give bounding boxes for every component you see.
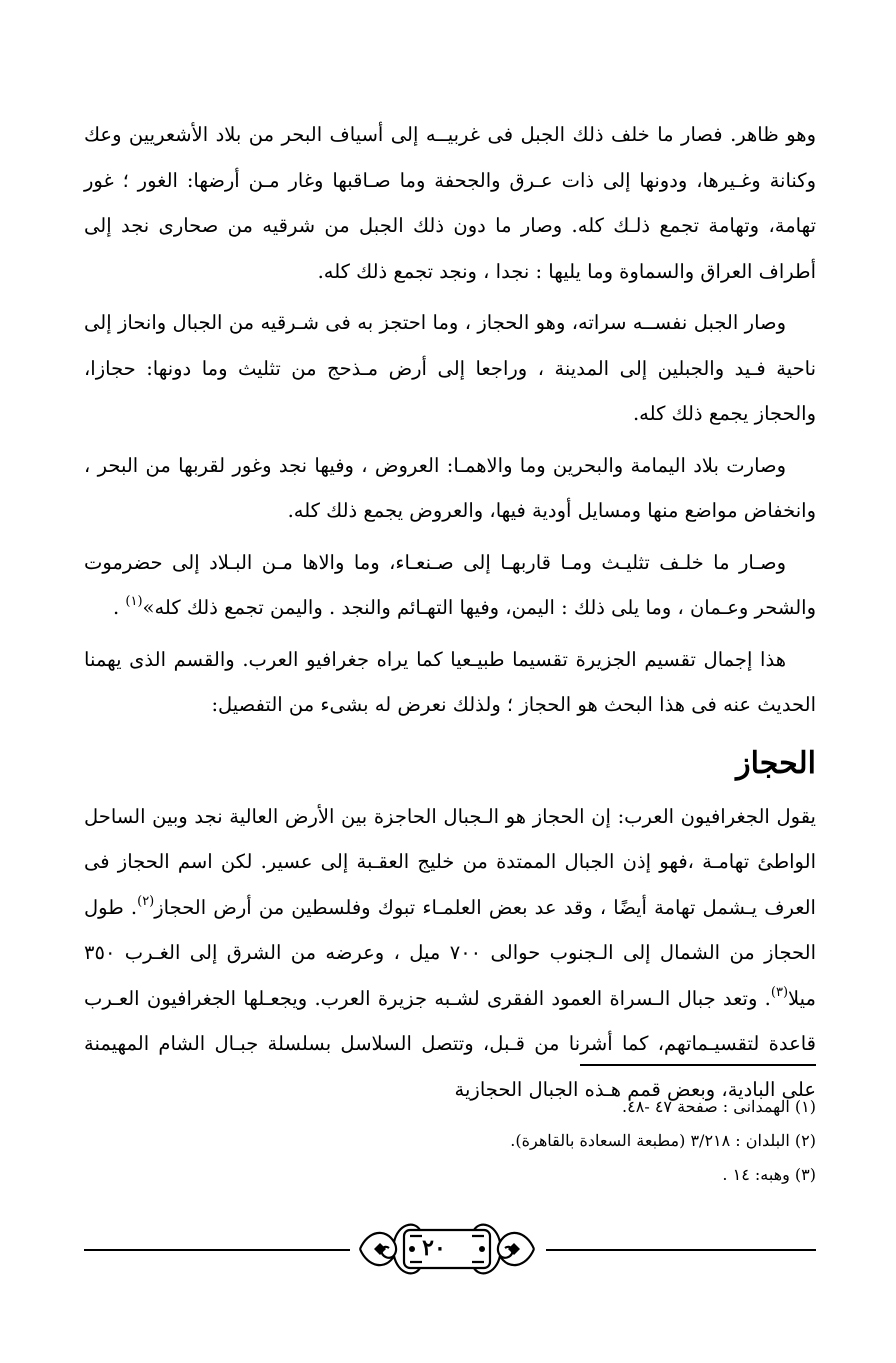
paragraph-3: وصارت بلاد اليمامة والبحرين وما والاهمـا: العروض ، وفيها نجد وغور لقربها من البحر ، وانخفاض مواضع منها ومسايل أودية فيها، والعروض يجمع ذلك كله. xyxy=(84,453,816,522)
bottom-rule-left xyxy=(84,1249,350,1251)
body-text xyxy=(84,112,816,1118)
footnote-marker-1: (١) xyxy=(125,594,143,609)
paragraph-2: وصار الجبل نفســه سراته، وهو الحجاز ، وما احتجز به فى شـرقيه من الجبال وانحاز إلى ناحية فـيد والجبلين إلى المدينة ، وراجعا إلى أرض مـذحج من تثليث وما دونها: حجازا، والحجاز يجمع ذلك كله. xyxy=(84,311,816,425)
footnote-1: (١) الهمدانى : صفحة ٤٧ -٤٨. xyxy=(622,1097,816,1116)
footnote-marker-3: (٣) xyxy=(770,984,789,1000)
section-text-part-2: . طول الحجاز من الشمال إلى الـجنوب حوالى ٧٠٠ ميل ، وعرضه من الشرق إلى الغـرب ٣٥٠ ميلا xyxy=(84,895,816,1010)
footnote-2: (٢) البلدان : ٣/٢١٨ (مطبعة السعادة بالقاهرة). xyxy=(510,1131,816,1150)
footnote-marker-2: (٢) xyxy=(137,893,155,909)
section-text-part-3: . وتعد جبال الـسراة العمود الفقرى لشـبه جزيرة العرب. ويجعـلها الجغرافيون العـرب قاعدة لتقسيـماتهم، كما أشرنا من قـبل، وتتصل السلاسل بسلسلة جبـال الشام المهيمنة على البادية، وبعض قمم هـذه الجبال الحجازية xyxy=(84,986,816,1101)
section-text-part-1: يقول الجغرافيون العرب: إن الحجاز هو الـجبال الحاجزة بين الأرض العالية نجد وبين الساحل الواطئ تهامـة ،فهو إذن الجبال الممتدة من خليج العقـبة إلى عسير. لكن اسم الحجاز فى العرف يـشمل تهامة أيضًا ، وقد عد بعض العلمـاء تبوك وفلسطين من أرض الحجاز xyxy=(84,804,816,919)
section-heading: الحجاز xyxy=(736,745,816,781)
footnote-3: (٣) وهبه: ١٤ . xyxy=(722,1165,816,1184)
page-number: ٢٠ xyxy=(422,1235,446,1261)
footnotes xyxy=(84,1090,816,1192)
bottom-rule-right xyxy=(546,1249,816,1251)
paragraph-1: وهو ظاهر. فصار ما خلف ذلك الجبل فى غربيــه إلى أسياف البحر من بلاد الأشعريين وعك وكنانة وغـيرها، ودونها إلى ذات عـرق والجحفة وما صـاقبها وغار مـن أرضها: الغور ؛ غور تهامة، وتهامة تجمع ذلـك كله. وصار ما دون ذلك الجبل من شرقيه من صحارى نجد إلى أطراف العراق والسماوة وما يليها : نجدا ، ونجد تجمع ذلك كله. xyxy=(84,123,816,283)
paragraph-4-text: وصـار ما خلـف تثليـث ومـا قاربهـا إلى صـنعـاء، وما والاها مـن البـلاد إلى حضرموت والشحر وعـمان ، وما يلى ذلك : اليمن، وفيها التهـائم والنجد . واليمن تجمع ذلك كله» xyxy=(84,550,816,619)
paragraph-5: هذا إجمال تقسيم الجزيرة تقسيما طبيـعيا كما يراه جغرافيو العرب. والقسم الذى يهمنا الحديث عنه فى هذا البحث هو الحجاز ؛ ولذلك نعرض له بشىء من التفصيل: xyxy=(84,647,816,716)
paragraph-4: وصـار ما خلـف تثليـث ومـا قاربهـا إلى صـنعـاء، وما والاها مـن البـلاد إلى حضرموت والشحر وعـمان ، وما يلى ذلك : اليمن، وفيها التهـائم والنجد . واليمن تجمع ذلك كله»$^{(١)}$ . xyxy=(84,550,816,619)
footnote-separator xyxy=(580,1064,816,1066)
